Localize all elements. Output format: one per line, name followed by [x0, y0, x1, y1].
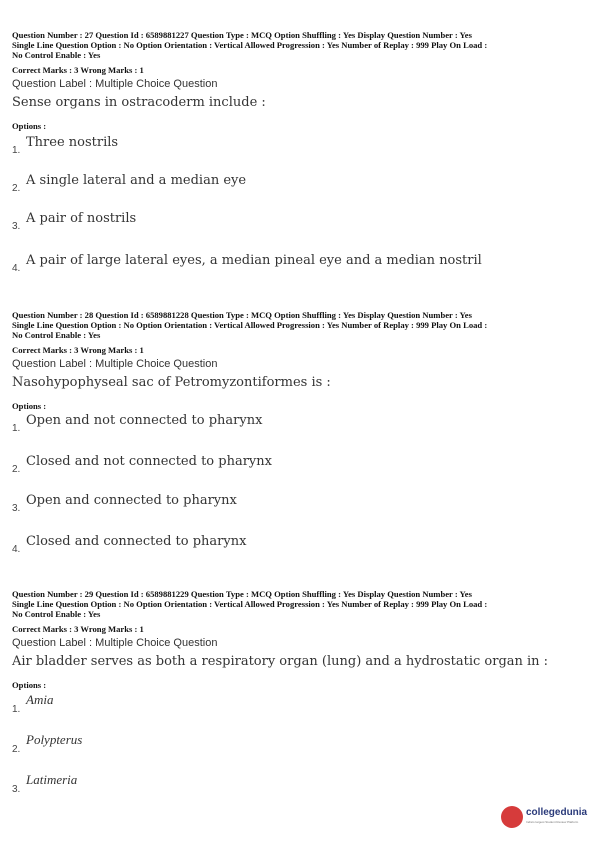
question-29 [12, 589, 584, 691]
question-meta: Question Number : 27 Question Id : 6589881227 Question Type : MCQ Option Shuffling : Yes Display Question Number : Yes Single Line Question Option : No Option Orientation : Vertical Allowed Progression : Yes Number of Replay : 999 Play On Load : No Control Enable : Yes [12, 30, 488, 60]
options-label: Options : [12, 680, 47, 690]
option-text: A pair of nostrils [26, 211, 137, 226]
options-label: Options : [12, 121, 47, 131]
option-text: Closed and not connected to pharynx [26, 454, 272, 469]
question-28 [12, 310, 584, 412]
option-text: Latimeria [26, 772, 78, 787]
option-text: Three nostrils [26, 135, 119, 150]
option-text: Open and not connected to pharynx [26, 413, 263, 428]
option-number: 1. [12, 423, 21, 434]
question-marks: Correct Marks : 3 Wrong Marks : 1 [12, 624, 144, 634]
question-27 [12, 30, 584, 132]
question-meta: Question Number : 28 Question Id : 6589881228 Question Type : MCQ Option Shuffling : Yes Display Question Number : Yes Single Line Question Option : No Option Orientation : Vertical Allowed Progression : Yes Number of Replay : 999 Play On Load : No Control Enable : Yes [12, 310, 488, 340]
question-label: Question Label : Multiple Choice Question [12, 78, 218, 90]
collegedunia-logo [501, 803, 591, 831]
option-text: Polypterus [26, 732, 83, 747]
logo-tagline: India's largest Student Review Platform [526, 820, 579, 824]
option-number: 2. [12, 744, 21, 755]
question-text: Nasohypophyseal sac of Petromyzontiformes is : [12, 375, 331, 390]
question-label: Question Label : Multiple Choice Question [12, 358, 218, 370]
question-meta: Question Number : 29 Question Id : 6589881229 Question Type : MCQ Option Shuffling : Yes Display Question Number : Yes Single Line Question Option : No Option Orientation : Vertical Allowed Progression : Yes Number of Replay : 999 Play On Load : No Control Enable : Yes [12, 589, 488, 619]
option-number: 4. [12, 263, 21, 274]
option-number: 3. [12, 221, 21, 232]
option-number: 1. [12, 704, 21, 715]
option-number: 3. [12, 784, 21, 795]
option-text: A single lateral and a median eye [26, 173, 247, 188]
option-text: Open and connected to pharynx [26, 493, 237, 508]
option-text: A pair of large lateral eyes, a median pineal eye and a median nostril [26, 253, 482, 268]
option-text: Closed and connected to pharynx [26, 534, 247, 549]
options-label: Options : [12, 401, 47, 411]
option-number: 1. [12, 145, 21, 156]
option-number: 4. [12, 544, 21, 555]
option-text: Amia [26, 692, 54, 707]
option-number: 3. [12, 503, 21, 514]
mascot-icon [501, 806, 523, 828]
option-number: 2. [12, 464, 21, 475]
question-marks: Correct Marks : 3 Wrong Marks : 1 [12, 345, 144, 355]
question-text: Sense organs in ostracoderm include : [12, 95, 266, 110]
option-number: 2. [12, 183, 21, 194]
question-label: Question Label : Multiple Choice Question [12, 637, 218, 649]
logo-text: collegedunia [526, 807, 588, 818]
question-text: Air bladder serves as both a respiratory organ (lung) and a hydrostatic organ in : [12, 654, 549, 669]
question-marks: Correct Marks : 3 Wrong Marks : 1 [12, 65, 144, 75]
